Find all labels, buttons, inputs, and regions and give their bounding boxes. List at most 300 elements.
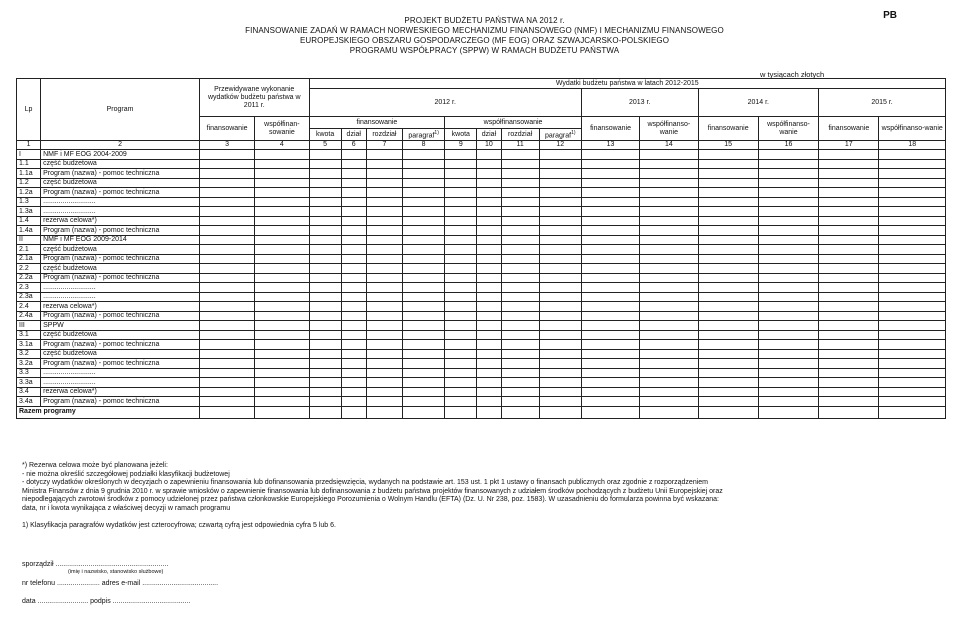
- value-cell[interactable]: [581, 216, 639, 226]
- value-cell[interactable]: [581, 159, 639, 169]
- value-cell[interactable]: [501, 368, 539, 378]
- value-cell[interactable]: [698, 330, 758, 340]
- value-cell[interactable]: [445, 349, 477, 359]
- value-cell[interactable]: [255, 264, 309, 274]
- value-cell[interactable]: [698, 169, 758, 179]
- value-cell[interactable]: [879, 254, 946, 264]
- value-cell[interactable]: [403, 150, 445, 160]
- value-cell[interactable]: [819, 235, 879, 245]
- value-cell[interactable]: [477, 302, 501, 312]
- total-value-cell[interactable]: [640, 406, 698, 418]
- value-cell[interactable]: [309, 207, 341, 217]
- total-value-cell[interactable]: [539, 406, 581, 418]
- value-cell[interactable]: [581, 245, 639, 255]
- value-cell[interactable]: [199, 254, 254, 264]
- value-cell[interactable]: [255, 283, 309, 293]
- value-cell[interactable]: [341, 387, 366, 397]
- value-cell[interactable]: [640, 349, 698, 359]
- value-cell[interactable]: [309, 387, 341, 397]
- value-cell[interactable]: [581, 340, 639, 350]
- value-cell[interactable]: [477, 254, 501, 264]
- value-cell[interactable]: [255, 235, 309, 245]
- value-cell[interactable]: [819, 197, 879, 207]
- value-cell[interactable]: [445, 207, 477, 217]
- value-cell[interactable]: [758, 264, 818, 274]
- value-cell[interactable]: [640, 387, 698, 397]
- value-cell[interactable]: [758, 330, 818, 340]
- value-cell[interactable]: [255, 273, 309, 283]
- value-cell[interactable]: [199, 207, 254, 217]
- value-cell[interactable]: [640, 378, 698, 388]
- value-cell[interactable]: [501, 311, 539, 321]
- value-cell[interactable]: [199, 264, 254, 274]
- value-cell[interactable]: [477, 368, 501, 378]
- value-cell[interactable]: [879, 197, 946, 207]
- value-cell[interactable]: [309, 302, 341, 312]
- value-cell[interactable]: [501, 321, 539, 331]
- value-cell[interactable]: [366, 216, 402, 226]
- value-cell[interactable]: [366, 188, 402, 198]
- value-cell[interactable]: [199, 387, 254, 397]
- value-cell[interactable]: [366, 302, 402, 312]
- value-cell[interactable]: [199, 235, 254, 245]
- value-cell[interactable]: [640, 150, 698, 160]
- telefon-email-field[interactable]: nr telefonu ...................... adres e-mail .......................................: [22, 580, 219, 587]
- value-cell[interactable]: [501, 283, 539, 293]
- value-cell[interactable]: [879, 188, 946, 198]
- value-cell[interactable]: [309, 378, 341, 388]
- value-cell[interactable]: [758, 302, 818, 312]
- value-cell[interactable]: [445, 226, 477, 236]
- value-cell[interactable]: [309, 311, 341, 321]
- value-cell[interactable]: [501, 245, 539, 255]
- value-cell[interactable]: [366, 169, 402, 179]
- value-cell[interactable]: [539, 387, 581, 397]
- value-cell[interactable]: [879, 397, 946, 407]
- value-cell[interactable]: [403, 321, 445, 331]
- value-cell[interactable]: [341, 311, 366, 321]
- value-cell[interactable]: [698, 378, 758, 388]
- value-cell[interactable]: [366, 207, 402, 217]
- value-cell[interactable]: [758, 169, 818, 179]
- value-cell[interactable]: [309, 245, 341, 255]
- value-cell[interactable]: [879, 235, 946, 245]
- value-cell[interactable]: [698, 150, 758, 160]
- value-cell[interactable]: [341, 150, 366, 160]
- value-cell[interactable]: [698, 292, 758, 302]
- value-cell[interactable]: [819, 159, 879, 169]
- value-cell[interactable]: [758, 311, 818, 321]
- value-cell[interactable]: [698, 273, 758, 283]
- value-cell[interactable]: [758, 235, 818, 245]
- value-cell[interactable]: [366, 226, 402, 236]
- value-cell[interactable]: [309, 216, 341, 226]
- value-cell[interactable]: [819, 283, 879, 293]
- value-cell[interactable]: [879, 387, 946, 397]
- value-cell[interactable]: [640, 359, 698, 369]
- value-cell[interactable]: [539, 359, 581, 369]
- value-cell[interactable]: [879, 216, 946, 226]
- value-cell[interactable]: [819, 273, 879, 283]
- value-cell[interactable]: [341, 302, 366, 312]
- value-cell[interactable]: [477, 378, 501, 388]
- value-cell[interactable]: [501, 226, 539, 236]
- value-cell[interactable]: [501, 378, 539, 388]
- value-cell[interactable]: [366, 349, 402, 359]
- value-cell[interactable]: [758, 207, 818, 217]
- value-cell[interactable]: [879, 178, 946, 188]
- value-cell[interactable]: [255, 178, 309, 188]
- value-cell[interactable]: [539, 188, 581, 198]
- value-cell[interactable]: [199, 349, 254, 359]
- value-cell[interactable]: [640, 226, 698, 236]
- value-cell[interactable]: [539, 264, 581, 274]
- value-cell[interactable]: [341, 330, 366, 340]
- value-cell[interactable]: [758, 359, 818, 369]
- value-cell[interactable]: [477, 273, 501, 283]
- value-cell[interactable]: [539, 340, 581, 350]
- value-cell[interactable]: [879, 302, 946, 312]
- value-cell[interactable]: [341, 264, 366, 274]
- value-cell[interactable]: [698, 321, 758, 331]
- value-cell[interactable]: [403, 178, 445, 188]
- value-cell[interactable]: [581, 226, 639, 236]
- value-cell[interactable]: [341, 207, 366, 217]
- total-value-cell[interactable]: [403, 406, 445, 418]
- value-cell[interactable]: [366, 387, 402, 397]
- value-cell[interactable]: [581, 150, 639, 160]
- value-cell[interactable]: [581, 302, 639, 312]
- value-cell[interactable]: [698, 188, 758, 198]
- value-cell[interactable]: [477, 321, 501, 331]
- value-cell[interactable]: [581, 378, 639, 388]
- value-cell[interactable]: [199, 283, 254, 293]
- value-cell[interactable]: [640, 311, 698, 321]
- total-value-cell[interactable]: [309, 406, 341, 418]
- value-cell[interactable]: [403, 359, 445, 369]
- value-cell[interactable]: [341, 188, 366, 198]
- value-cell[interactable]: [255, 311, 309, 321]
- value-cell[interactable]: [879, 292, 946, 302]
- value-cell[interactable]: [255, 245, 309, 255]
- value-cell[interactable]: [445, 321, 477, 331]
- value-cell[interactable]: [758, 340, 818, 350]
- value-cell[interactable]: [403, 169, 445, 179]
- value-cell[interactable]: [879, 169, 946, 179]
- value-cell[interactable]: [819, 245, 879, 255]
- value-cell[interactable]: [879, 368, 946, 378]
- value-cell[interactable]: [501, 264, 539, 274]
- value-cell[interactable]: [501, 197, 539, 207]
- value-cell[interactable]: [309, 150, 341, 160]
- value-cell[interactable]: [501, 207, 539, 217]
- value-cell[interactable]: [698, 397, 758, 407]
- value-cell[interactable]: [819, 302, 879, 312]
- value-cell[interactable]: [698, 349, 758, 359]
- value-cell[interactable]: [581, 368, 639, 378]
- total-value-cell[interactable]: [698, 406, 758, 418]
- value-cell[interactable]: [403, 226, 445, 236]
- value-cell[interactable]: [501, 178, 539, 188]
- value-cell[interactable]: [640, 159, 698, 169]
- value-cell[interactable]: [445, 368, 477, 378]
- value-cell[interactable]: [640, 245, 698, 255]
- value-cell[interactable]: [758, 254, 818, 264]
- value-cell[interactable]: [539, 159, 581, 169]
- value-cell[interactable]: [445, 150, 477, 160]
- value-cell[interactable]: [477, 387, 501, 397]
- value-cell[interactable]: [255, 397, 309, 407]
- value-cell[interactable]: [819, 349, 879, 359]
- value-cell[interactable]: [477, 330, 501, 340]
- value-cell[interactable]: [255, 302, 309, 312]
- value-cell[interactable]: [255, 159, 309, 169]
- value-cell[interactable]: [477, 169, 501, 179]
- value-cell[interactable]: [581, 264, 639, 274]
- value-cell[interactable]: [539, 197, 581, 207]
- total-value-cell[interactable]: [501, 406, 539, 418]
- value-cell[interactable]: [581, 397, 639, 407]
- value-cell[interactable]: [445, 169, 477, 179]
- value-cell[interactable]: [640, 178, 698, 188]
- value-cell[interactable]: [539, 321, 581, 331]
- value-cell[interactable]: [477, 283, 501, 293]
- value-cell[interactable]: [501, 349, 539, 359]
- value-cell[interactable]: [199, 359, 254, 369]
- value-cell[interactable]: [341, 226, 366, 236]
- value-cell[interactable]: [255, 378, 309, 388]
- value-cell[interactable]: [403, 197, 445, 207]
- value-cell[interactable]: [255, 150, 309, 160]
- value-cell[interactable]: [309, 368, 341, 378]
- value-cell[interactable]: [477, 349, 501, 359]
- value-cell[interactable]: [255, 359, 309, 369]
- value-cell[interactable]: [758, 273, 818, 283]
- value-cell[interactable]: [758, 349, 818, 359]
- value-cell[interactable]: [199, 340, 254, 350]
- value-cell[interactable]: [255, 226, 309, 236]
- value-cell[interactable]: [698, 311, 758, 321]
- value-cell[interactable]: [341, 216, 366, 226]
- value-cell[interactable]: [819, 254, 879, 264]
- value-cell[interactable]: [445, 197, 477, 207]
- value-cell[interactable]: [819, 169, 879, 179]
- value-cell[interactable]: [366, 368, 402, 378]
- value-cell[interactable]: [341, 235, 366, 245]
- value-cell[interactable]: [445, 340, 477, 350]
- value-cell[interactable]: [309, 226, 341, 236]
- value-cell[interactable]: [309, 188, 341, 198]
- value-cell[interactable]: [199, 226, 254, 236]
- value-cell[interactable]: [199, 292, 254, 302]
- total-value-cell[interactable]: [477, 406, 501, 418]
- value-cell[interactable]: [477, 207, 501, 217]
- value-cell[interactable]: [255, 207, 309, 217]
- value-cell[interactable]: [640, 169, 698, 179]
- value-cell[interactable]: [819, 359, 879, 369]
- value-cell[interactable]: [199, 397, 254, 407]
- value-cell[interactable]: [539, 150, 581, 160]
- value-cell[interactable]: [199, 178, 254, 188]
- value-cell[interactable]: [366, 359, 402, 369]
- value-cell[interactable]: [199, 245, 254, 255]
- value-cell[interactable]: [501, 188, 539, 198]
- value-cell[interactable]: [501, 273, 539, 283]
- total-value-cell[interactable]: [819, 406, 879, 418]
- value-cell[interactable]: [255, 330, 309, 340]
- value-cell[interactable]: [879, 321, 946, 331]
- value-cell[interactable]: [403, 264, 445, 274]
- value-cell[interactable]: [341, 197, 366, 207]
- value-cell[interactable]: [819, 340, 879, 350]
- value-cell[interactable]: [255, 349, 309, 359]
- value-cell[interactable]: [501, 359, 539, 369]
- value-cell[interactable]: [539, 169, 581, 179]
- value-cell[interactable]: [366, 159, 402, 169]
- value-cell[interactable]: [445, 216, 477, 226]
- value-cell[interactable]: [758, 321, 818, 331]
- value-cell[interactable]: [366, 340, 402, 350]
- value-cell[interactable]: [341, 340, 366, 350]
- value-cell[interactable]: [445, 302, 477, 312]
- value-cell[interactable]: [403, 378, 445, 388]
- value-cell[interactable]: [819, 397, 879, 407]
- value-cell[interactable]: [199, 216, 254, 226]
- value-cell[interactable]: [819, 378, 879, 388]
- value-cell[interactable]: [309, 178, 341, 188]
- value-cell[interactable]: [539, 216, 581, 226]
- value-cell[interactable]: [539, 378, 581, 388]
- value-cell[interactable]: [341, 169, 366, 179]
- value-cell[interactable]: [698, 359, 758, 369]
- value-cell[interactable]: [445, 330, 477, 340]
- value-cell[interactable]: [477, 197, 501, 207]
- value-cell[interactable]: [341, 292, 366, 302]
- value-cell[interactable]: [501, 387, 539, 397]
- value-cell[interactable]: [758, 178, 818, 188]
- value-cell[interactable]: [698, 235, 758, 245]
- value-cell[interactable]: [403, 207, 445, 217]
- value-cell[interactable]: [640, 292, 698, 302]
- value-cell[interactable]: [698, 197, 758, 207]
- value-cell[interactable]: [403, 311, 445, 321]
- value-cell[interactable]: [309, 197, 341, 207]
- value-cell[interactable]: [879, 207, 946, 217]
- value-cell[interactable]: [819, 178, 879, 188]
- value-cell[interactable]: [445, 188, 477, 198]
- total-value-cell[interactable]: [581, 406, 639, 418]
- value-cell[interactable]: [581, 273, 639, 283]
- value-cell[interactable]: [758, 245, 818, 255]
- total-value-cell[interactable]: [341, 406, 366, 418]
- value-cell[interactable]: [758, 197, 818, 207]
- value-cell[interactable]: [501, 292, 539, 302]
- value-cell[interactable]: [403, 292, 445, 302]
- value-cell[interactable]: [879, 226, 946, 236]
- value-cell[interactable]: [819, 368, 879, 378]
- value-cell[interactable]: [879, 159, 946, 169]
- value-cell[interactable]: [501, 159, 539, 169]
- value-cell[interactable]: [403, 188, 445, 198]
- value-cell[interactable]: [309, 254, 341, 264]
- value-cell[interactable]: [640, 188, 698, 198]
- value-cell[interactable]: [758, 226, 818, 236]
- sporzadzil-field[interactable]: sporządził ..........................................................: [22, 561, 169, 568]
- value-cell[interactable]: [501, 330, 539, 340]
- value-cell[interactable]: [581, 283, 639, 293]
- total-value-cell[interactable]: [758, 406, 818, 418]
- value-cell[interactable]: [640, 340, 698, 350]
- value-cell[interactable]: [309, 292, 341, 302]
- value-cell[interactable]: [255, 340, 309, 350]
- value-cell[interactable]: [445, 178, 477, 188]
- value-cell[interactable]: [366, 245, 402, 255]
- value-cell[interactable]: [477, 359, 501, 369]
- value-cell[interactable]: [341, 321, 366, 331]
- value-cell[interactable]: [366, 264, 402, 274]
- value-cell[interactable]: [445, 397, 477, 407]
- value-cell[interactable]: [879, 340, 946, 350]
- value-cell[interactable]: [879, 245, 946, 255]
- value-cell[interactable]: [366, 321, 402, 331]
- value-cell[interactable]: [501, 216, 539, 226]
- value-cell[interactable]: [477, 235, 501, 245]
- value-cell[interactable]: [758, 387, 818, 397]
- value-cell[interactable]: [640, 254, 698, 264]
- value-cell[interactable]: [640, 283, 698, 293]
- value-cell[interactable]: [698, 302, 758, 312]
- value-cell[interactable]: [366, 330, 402, 340]
- value-cell[interactable]: [445, 254, 477, 264]
- value-cell[interactable]: [539, 330, 581, 340]
- value-cell[interactable]: [640, 235, 698, 245]
- value-cell[interactable]: [255, 292, 309, 302]
- value-cell[interactable]: [366, 150, 402, 160]
- total-value-cell[interactable]: [255, 406, 309, 418]
- value-cell[interactable]: [539, 311, 581, 321]
- total-value-cell[interactable]: [879, 406, 946, 418]
- value-cell[interactable]: [698, 387, 758, 397]
- value-cell[interactable]: [445, 387, 477, 397]
- value-cell[interactable]: [309, 159, 341, 169]
- value-cell[interactable]: [581, 178, 639, 188]
- value-cell[interactable]: [477, 311, 501, 321]
- value-cell[interactable]: [758, 368, 818, 378]
- value-cell[interactable]: [366, 235, 402, 245]
- value-cell[interactable]: [501, 302, 539, 312]
- value-cell[interactable]: [199, 368, 254, 378]
- value-cell[interactable]: [199, 311, 254, 321]
- value-cell[interactable]: [403, 283, 445, 293]
- value-cell[interactable]: [341, 283, 366, 293]
- value-cell[interactable]: [309, 273, 341, 283]
- value-cell[interactable]: [879, 349, 946, 359]
- value-cell[interactable]: [199, 159, 254, 169]
- value-cell[interactable]: [199, 321, 254, 331]
- value-cell[interactable]: [698, 159, 758, 169]
- value-cell[interactable]: [477, 226, 501, 236]
- value-cell[interactable]: [445, 292, 477, 302]
- value-cell[interactable]: [309, 349, 341, 359]
- value-cell[interactable]: [309, 235, 341, 245]
- value-cell[interactable]: [640, 264, 698, 274]
- data-podpis-field[interactable]: data .......................... podpis ........................................: [22, 598, 191, 605]
- value-cell[interactable]: [341, 368, 366, 378]
- value-cell[interactable]: [255, 169, 309, 179]
- value-cell[interactable]: [640, 216, 698, 226]
- value-cell[interactable]: [477, 216, 501, 226]
- value-cell[interactable]: [581, 188, 639, 198]
